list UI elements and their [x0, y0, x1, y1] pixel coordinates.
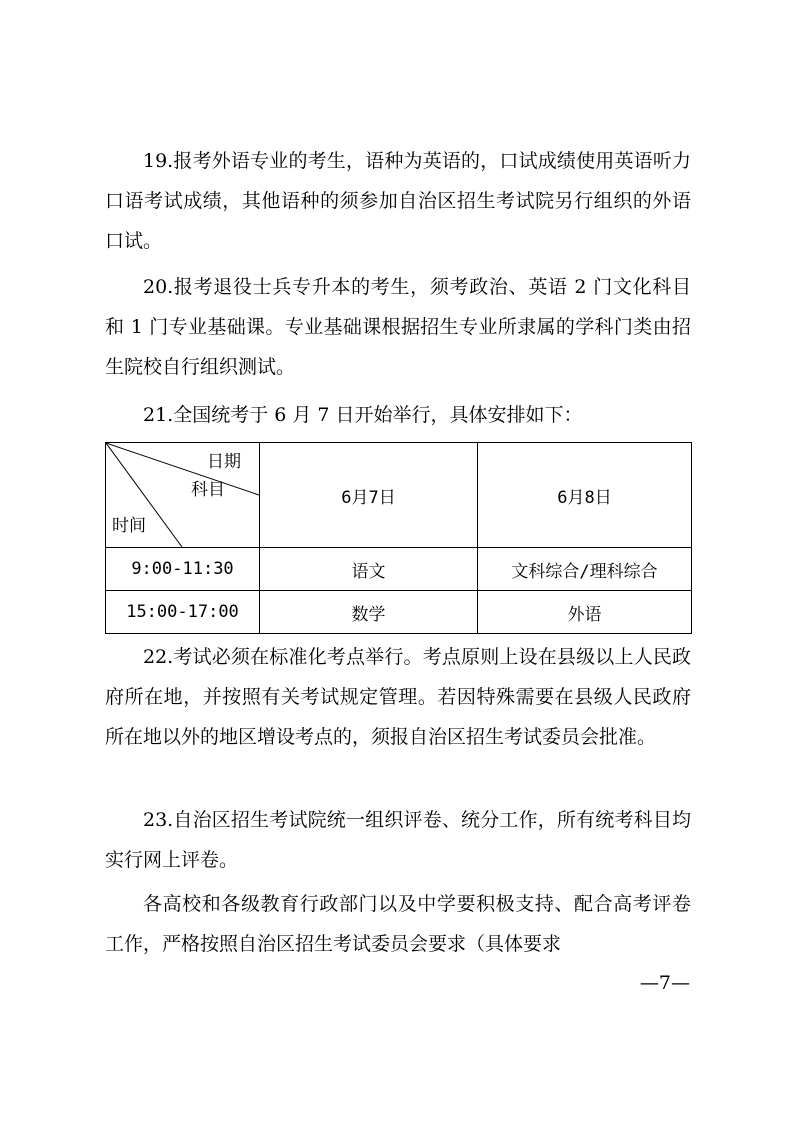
subject-cell: 外语: [478, 591, 692, 634]
time-cell: 15:00-17:00: [106, 591, 260, 634]
paragraph-20: 20.报考退役士兵专升本的考生，须考政治、英语 2 门文化科目和 1 门专业基础课。专业基础课根据招生专业所隶属的学科门类由招生院校自行组织测试。: [105, 276, 691, 378]
table-row: [106, 548, 692, 591]
header-time-label: 时间: [112, 516, 146, 536]
page-number: —7—: [639, 972, 690, 994]
subject-cell: 语文: [260, 548, 478, 591]
time-cell: 9:00-11:30: [106, 548, 260, 591]
paragraph-19: 19.报考外语专业的考生，语种为英语的，口试成绩使用英语听力口语考试成绩，其他语种的须参加自治区招生考试院另行组织的外语口试。: [105, 150, 691, 252]
subject-cell: 文科综合/理科综合: [478, 548, 692, 591]
paragraph-21: 21.全国统考于 6 月 7 日开始举行，具体安排如下：: [143, 404, 583, 426]
table-header-row: [106, 443, 692, 548]
table-row: [106, 591, 692, 634]
diagonal-header-cell: [106, 443, 260, 548]
header-date-label: 日期: [207, 452, 241, 472]
paragraph-23: 23.自治区招生考试院统一组织评卷、统分工作，所有统考科目均实行网上评卷。: [105, 809, 691, 871]
exam-schedule-table: [105, 442, 692, 634]
subject-cell: 数学: [260, 591, 478, 634]
paragraph-24: 各高校和各级教育行政部门以及中学要积极支持、配合高考评卷工作，严格按照自治区招生考试委员会要求（具体要求: [105, 893, 691, 955]
date-header-day2: 6月8日: [478, 443, 692, 548]
paragraph-22: 22.考试必须在标准化考点举行。考点原则上设在县级以上人民政府所在地，并按照有关考试规定管理。若因特殊需要在县级人民政府所在地以外的地区增设考点的，须报自治区招生考试委员会批准。: [105, 646, 691, 748]
header-subject-label: 科目: [191, 480, 225, 500]
date-header-day1: 6月7日: [260, 443, 478, 548]
